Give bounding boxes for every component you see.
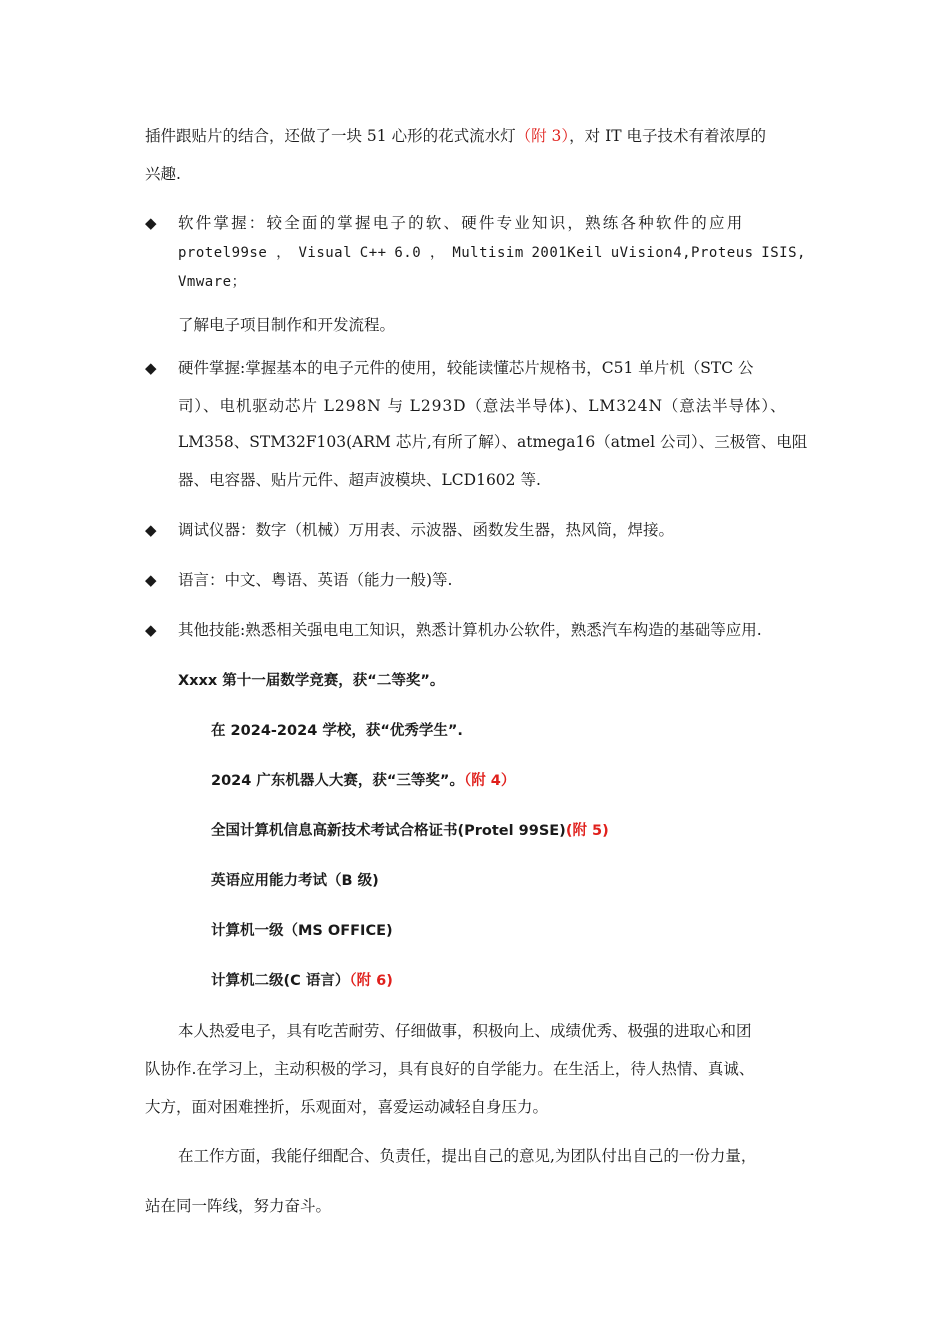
other-skill: 其他技能:熟悉相关强电电工知识，熟悉计算机办公软件，熟悉汽车构造的基础等应用. <box>178 621 762 639</box>
award-item <box>211 771 515 791</box>
bullet-diamond-icon: ◆ <box>145 621 157 639</box>
tool-item: Multisim <box>452 245 524 261</box>
tool-item: 6.0 ， <box>394 245 445 261</box>
hardware-skill-line-1: 硬件掌握:掌握基本的电子元件的使用，较能读懂芯片规格书，C51 单片机（STC 公 <box>178 359 754 377</box>
appendix-ref-6: （附 6) <box>349 973 393 989</box>
appendix-ref-4: （附 4） <box>463 773 516 789</box>
work-attitude-line-1: 在工作方面，我能仔细配合、负责任，提出自己的意见,为团队付出自己的一份力量， <box>178 1147 757 1165</box>
hardware-skill-line-4: 器、电容器、贴片元件、超声波模块、LCD1602 等. <box>178 471 541 489</box>
award-text: 在 2024-2024 学校，获“优秀学生”. <box>211 723 463 739</box>
tool-item: ISIS, <box>761 245 806 261</box>
bullet-diamond-icon: ◆ <box>145 571 157 589</box>
tool-item: 2001Keil <box>531 245 603 261</box>
software-skill-line-4: 了解电子项目制作和开发流程。 <box>178 316 396 334</box>
software-tools-line <box>178 243 806 263</box>
award-item <box>211 821 609 841</box>
award-item <box>211 971 393 991</box>
award-item <box>178 671 444 691</box>
tool-item: C++ <box>359 245 387 261</box>
language-skill: 语言：中文、粤语、英语（能力一般)等. <box>178 571 453 589</box>
award-text: 计算机二级(C 语言） <box>211 973 350 989</box>
tool-item: protel99se ， <box>178 245 291 261</box>
intro-text: 插件跟贴片的结合，还做了一块 51 心形的花式流水灯 <box>145 127 516 145</box>
tool-item: Visual <box>298 245 353 261</box>
award-text: 计算机一级（MS OFFICE) <box>211 923 393 939</box>
self-eval-line-2: 队协作.在学习上，主动积极的学习，具有良好的自学能力。在生活上，待人热情、真诚、 <box>145 1060 755 1078</box>
bullet-diamond-icon: ◆ <box>145 214 157 232</box>
award-item <box>211 921 393 941</box>
self-eval-line-3: 大方，面对困难挫折，乐观面对，喜爱运动减轻自身压力。 <box>145 1098 549 1116</box>
work-attitude-line-2: 站在同一阵线，努力奋斗。 <box>145 1197 332 1215</box>
appendix-ref-5: (附 5) <box>565 823 609 839</box>
tool-item: uVision4,Proteus <box>610 245 754 261</box>
software-skill-line-1: 软件掌握：较全面的掌握电子的软、硬件专业知识，熟练各种软件的应用 <box>178 214 745 232</box>
self-eval-line-1: 本人热爱电子，具有吃苦耐劳、仔细做事，积极向上、成绩优秀、极强的进取心和团 <box>178 1022 752 1040</box>
award-text: 全国计算机信息高新技术考试合格证书(Protel 99SE) <box>211 823 566 839</box>
appendix-ref-3: （附 3） <box>515 127 570 145</box>
bullet-diamond-icon: ◆ <box>145 521 157 539</box>
intro-line-2: 兴趣. <box>145 165 181 183</box>
intro-text-cont: ，对 IT 电子技术有着浓厚的 <box>569 127 766 145</box>
award-text: 2024 广东机器人大赛，获“三等奖”。 <box>211 773 464 789</box>
award-text: Xxxx 第十一届数学竞赛，获“二等奖”。 <box>178 673 445 689</box>
bullet-diamond-icon: ◆ <box>145 359 157 377</box>
intro-line-1 <box>145 126 766 146</box>
software-tools-line-3: Vmware； <box>178 274 247 290</box>
award-text: 英语应用能力考试（B 级) <box>211 873 379 889</box>
hardware-skill-line-3: LM358、STM32F103(ARM 芯片,有所了解）、atmega16（atmel 公司）、三极管、电阻 <box>178 433 808 451</box>
hardware-skill-line-2: 司）、电机驱动芯片 L298N 与 L293D（意法半导体)、LM324N（意法半导体）、 <box>178 397 787 415</box>
award-item <box>211 871 379 891</box>
award-item <box>211 721 463 741</box>
instruments-skill: 调试仪器：数字（机械）万用表、示波器、函数发生器，热风筒，焊接。 <box>178 521 675 539</box>
